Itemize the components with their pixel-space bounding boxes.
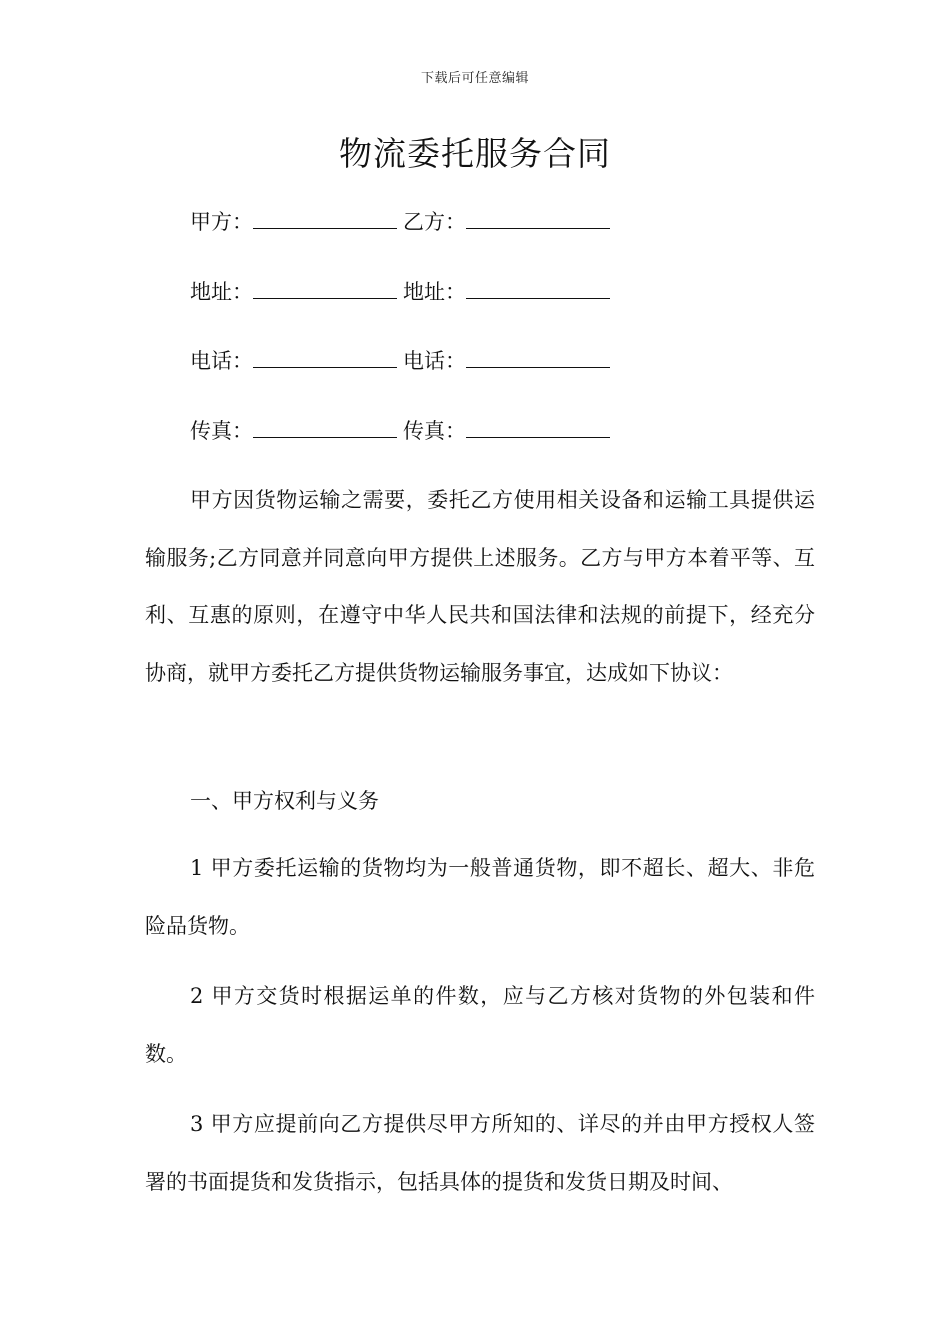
party-b-name-blank: [466, 208, 610, 229]
party-a-name-blank: [253, 208, 397, 229]
clause-paragraph: 2 甲方交货时根据运单的件数，应与乙方核对货物的外包装和件数。: [145, 984, 815, 1066]
party-a-address-label: 地址：: [190, 280, 253, 304]
party-a-fax-blank: [253, 417, 397, 438]
clause-paragraph: 3 甲方应提前向乙方提供尽甲方所知的、详尽的并由甲方授权人签署的书面提货和发货指示，包括具体的提货和发货日期及时间、: [145, 1112, 815, 1194]
section-heading: 一、甲方权利与义务: [190, 789, 379, 813]
header-note: 下载后可任意编辑: [420, 71, 529, 86]
party-a-phone-label: 电话：: [190, 349, 253, 373]
party-b-fax-blank: [466, 417, 610, 438]
party-a-label: 甲方：: [190, 210, 253, 234]
party-a-fax-label: 传真：: [190, 419, 253, 443]
party-a-phone-blank: [253, 347, 397, 368]
phone-row: [190, 346, 616, 376]
party-b-label: 乙方：: [403, 210, 466, 234]
party-a-address-blank: [253, 278, 397, 299]
party-b-address-label: 地址：: [403, 280, 466, 304]
clause-paragraph: 1 甲方委托运输的货物均为一般普通货物，即不超长、超大、非危险品货物。: [145, 856, 815, 938]
document-title: 物流委托服务合同: [339, 134, 611, 173]
address-row: [190, 277, 616, 307]
party-b-address-blank: [466, 278, 610, 299]
party-b-phone-label: 电话：: [403, 349, 466, 373]
party-b-fax-label: 传真：: [403, 419, 466, 443]
preamble-paragraph: 甲方因货物运输之需要，委托乙方使用相关设备和运输工具提供运输服务;乙方同意并同意向甲方提供上述服务。乙方与甲方本着平等、互利、互惠的原则，在遵守中华人民共和国法律和法规的前提下，经充分协商，就甲方委托乙方提供货物运输服务事宜，达成如下协议：: [145, 488, 815, 685]
fax-row: [190, 416, 616, 446]
party-b-phone-blank: [466, 347, 610, 368]
party-name-row: [190, 207, 616, 237]
